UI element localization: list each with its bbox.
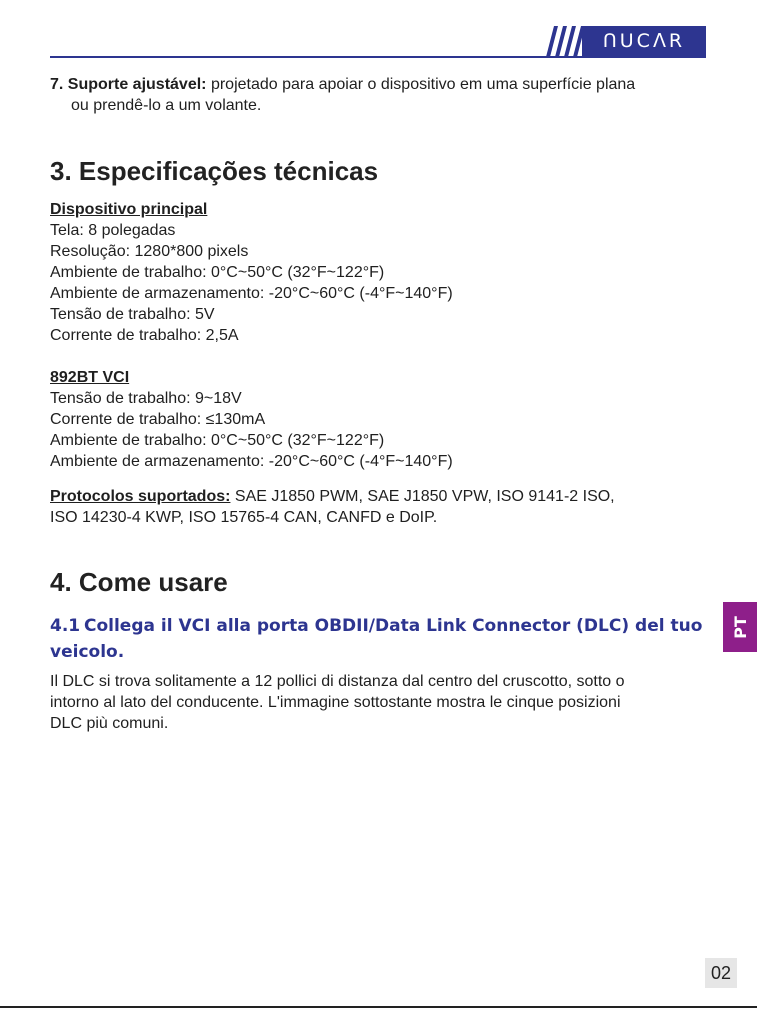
protocols-text: SAE J1850 PWM, SAE J1850 VPW, ISO 9141-2 ISO, <box>230 488 615 505</box>
spec-line: Tensão de trabalho: 5V <box>50 306 215 323</box>
subsection-4-1-title-line-1 <box>50 613 710 639</box>
body-line: DLC più comuni. <box>50 715 169 732</box>
section-4-title: 4. Come usare <box>50 567 228 597</box>
spec-line: Resolução: 1280*800 pixels <box>50 243 249 260</box>
spec-line: Ambiente de armazenamento: -20°C~60°C (-4°F~140°F) <box>50 453 453 470</box>
vci-specs <box>50 367 710 472</box>
subsection-4-1-title-line-2: veicolo. <box>50 642 125 662</box>
section-4-title-block <box>50 567 710 597</box>
brand-logo <box>544 26 706 57</box>
subsection-4-1 <box>50 613 710 665</box>
body-line: intorno al lato del conducente. L'immagine sottostante mostra le cinque posizioni <box>50 694 621 711</box>
main-device-specs <box>50 199 710 346</box>
item-7 <box>50 74 710 116</box>
page-number: 02 <box>705 958 737 988</box>
spec-line: Ambiente de armazenamento: -20°C~60°C (-4°F~140°F) <box>50 285 453 302</box>
brand-wordmark: ՈUCᐱR <box>602 30 686 52</box>
section-3-title-block <box>50 156 710 186</box>
spec-line: Corrente de trabalho: ≤130mA <box>50 411 266 428</box>
footer-rule <box>0 1006 757 1008</box>
spec-line: Tensão de trabalho: 9~18V <box>50 390 242 407</box>
subsection-number: 4.1 <box>50 616 81 636</box>
protocols-line-2: ISO 14230-4 KWP, ISO 15765-4 CAN, CANFD e DoIP. <box>50 509 438 526</box>
main-device-heading: Dispositivo principal <box>50 201 208 218</box>
spec-line: Ambiente de trabalho: 0°C~50°C (32°F~122°F) <box>50 264 385 281</box>
spec-line: Corrente de trabalho: 2,5A <box>50 327 239 344</box>
language-tab-label: PT <box>730 615 750 639</box>
section-3-title: 3. Especificações técnicas <box>50 156 379 186</box>
spec-line: Tela: 8 polegadas <box>50 222 176 239</box>
item-7-label: 7. Suporte ajustável: <box>50 76 207 93</box>
logo-box <box>582 26 706 57</box>
protocols-line-1 <box>50 486 710 507</box>
protocols-label: Protocolos suportados: <box>50 488 231 505</box>
vci-heading: 892BT VCI <box>50 369 130 386</box>
subsection-title: Collega il VCI alla porta OBDII/Data Link Connector (DLC) del tuo <box>84 616 703 636</box>
body-line: Il DLC si trova solitamente a 12 pollici di distanza dal centro del cruscotto, sotto o <box>50 673 625 690</box>
language-tab <box>723 602 757 652</box>
spec-line: Ambiente de trabalho: 0°C~50°C (32°F~122°F) <box>50 432 385 449</box>
protocols <box>50 486 710 528</box>
item-7-line-2: ou prendê-lo a um volante. <box>71 97 262 114</box>
section-4-body <box>50 671 710 734</box>
item-7-line-1 <box>50 74 710 95</box>
item-7-text: projetado para apoiar o dispositivo em uma superfície plana <box>206 76 636 93</box>
